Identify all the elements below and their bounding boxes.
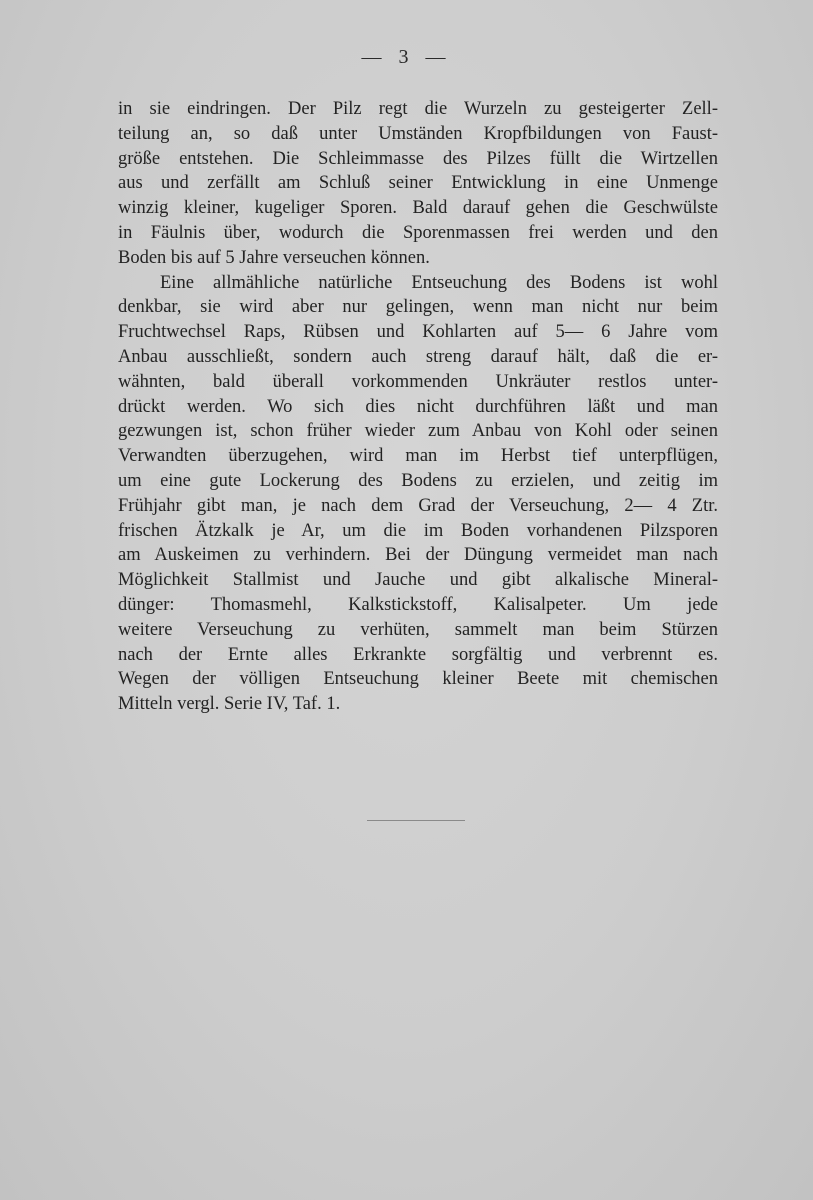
text-line: dünger: Thomasmehl, Kalkstickstoff, Kalisalpeter. Um jede: [118, 594, 718, 615]
text-line: aus und zerfällt am Schluß seiner Entwicklung in eine Unmenge: [118, 173, 718, 194]
text-line: denkbar, sie wird aber nur gelingen, wenn man nicht nur beim: [118, 297, 718, 318]
text-line: Frühjahr gibt man, je nach dem Grad der Verseuchung, 2— 4 Ztr.: [118, 495, 718, 516]
text-line: Boden bis auf 5 Jahre verseuchen können.: [118, 247, 430, 268]
text-line: Anbau ausschließt, sondern auch streng darauf hält, daß die er-: [118, 346, 718, 367]
section-divider: [367, 820, 465, 821]
text-line: weitere Verseuchung zu verhüten, sammelt man beim Stürzen: [118, 619, 718, 640]
text-line: nach der Ernte alles Erkrankte sorgfältig und verbrennt es.: [118, 644, 718, 665]
text-line: wähnten, bald überall vorkommenden Unkräuter restlos unter-: [118, 371, 718, 392]
text-line: um eine gute Lockerung des Bodens zu erzielen, und zeitig im: [118, 470, 718, 491]
text-line: größe entstehen. Die Schleimmasse des Pilzes füllt die Wirtzellen: [118, 148, 718, 169]
text-line: teilung an, so daß unter Umständen Kropfbildungen von Faust-: [118, 123, 718, 144]
text-line: am Auskeimen zu verhindern. Bei der Düngung vermeidet man nach: [118, 545, 718, 566]
body-text: [118, 97, 718, 717]
text-line: Eine allmähliche natürliche Entseuchung des Bodens ist wohl: [160, 272, 718, 293]
text-line: in sie eindringen. Der Pilz regt die Wurzeln zu gesteigerter Zell-: [118, 99, 718, 119]
text-line: Verwandten überzugehen, wird man im Herbst tief unterpflügen,: [118, 446, 718, 467]
text-line: frischen Ätzkalk je Ar, um die im Boden vorhandenen Pilzsporen: [118, 520, 718, 541]
text-line: in Fäulnis über, wodurch die Sporenmassen frei werden und den: [118, 222, 718, 243]
text-line: gezwungen ist, schon früher wieder zum Anbau von Kohl oder seinen: [118, 421, 718, 442]
paragraph: [118, 97, 718, 271]
paragraph: [118, 271, 718, 717]
text-line: Möglichkeit Stallmist und Jauche und gibt alkalische Mineral-: [118, 570, 718, 591]
page-number: — 3 —: [361, 46, 452, 68]
text-line: winzig kleiner, kugeliger Sporen. Bald darauf gehen die Geschwülste: [118, 198, 718, 219]
text-line: Mitteln vergl. Serie IV, Taf. 1.: [118, 694, 341, 715]
text-line: Wegen der völligen Entseuchung kleiner Beete mit chemischen: [118, 669, 718, 690]
text-line: Fruchtwechsel Raps, Rübsen und Kohlarten auf 5— 6 Jahre vom: [118, 322, 718, 343]
text-line: drückt werden. Wo sich dies nicht durchführen läßt und man: [118, 396, 718, 417]
